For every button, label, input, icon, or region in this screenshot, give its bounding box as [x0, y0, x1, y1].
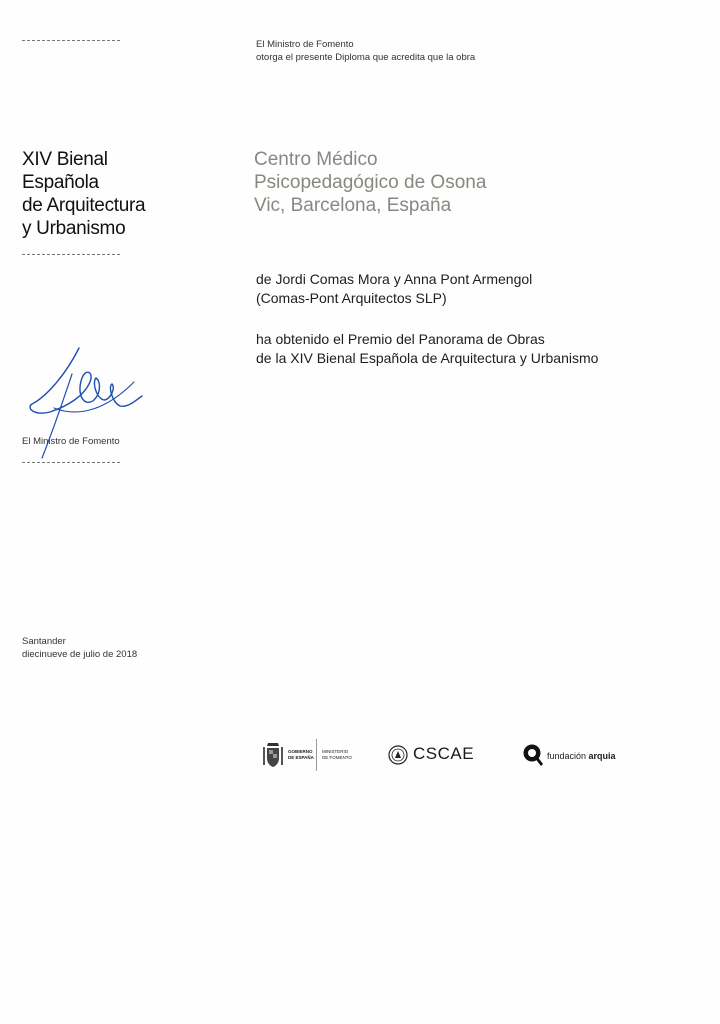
divider-dashed-middle — [22, 254, 120, 255]
signature-image — [24, 338, 144, 468]
arquia-q-icon — [522, 743, 544, 767]
event-title-line: y Urbanismo — [22, 218, 126, 239]
ministerio-line-1: MINISTERIO — [322, 749, 349, 754]
place: Santander — [22, 636, 66, 647]
work-title-line: Vic, Barcelona, España — [254, 195, 452, 216]
award-text — [256, 330, 598, 368]
intro-line-1: El Ministro de Fomento — [256, 39, 354, 50]
arquia-name: arquia — [588, 751, 616, 761]
arquia-text — [547, 751, 616, 761]
event-title-line: XIV Bienal — [22, 149, 108, 170]
gobierno-line-1: GOBIERNO — [288, 749, 313, 754]
ministerio-text — [322, 749, 352, 760]
work-title — [254, 148, 486, 217]
ministerio-line-2: DE FOMENTO — [322, 754, 352, 760]
event-title — [22, 148, 145, 240]
intro-text — [256, 38, 475, 64]
authors-line-2: (Comas-Pont Arquitectos SLP) — [256, 290, 447, 306]
authors-text — [256, 270, 532, 308]
gobierno-text — [288, 749, 314, 760]
work-title-line: Centro Médico — [254, 149, 378, 170]
arquia-prefix: fundación — [547, 751, 589, 761]
place-date — [22, 635, 137, 661]
award-line-1: ha obtenido el Premio del Panorama de Obras — [256, 331, 545, 347]
coat-of-arms-icon — [262, 741, 284, 769]
cscae-text: CSCAE — [413, 744, 475, 763]
intro-line-2: otorga el presente Diploma que acredita que la obra — [256, 52, 476, 63]
gobierno-line-2: DE ESPAÑA — [288, 754, 314, 760]
authors-line-1: de Jordi Comas Mora y Anna Pont Armengol — [256, 271, 533, 287]
divider-dashed-bottom — [22, 462, 120, 463]
award-line-2: de la XIV Bienal Española de Arquitectura y Urbanismo — [256, 350, 599, 366]
signer-caption: El Ministro de Fomento — [22, 436, 120, 447]
cscae-seal-icon — [388, 745, 408, 765]
logo-separator — [316, 739, 317, 771]
event-title-line: Española — [22, 172, 99, 193]
date: diecinueve de julio de 2018 — [22, 649, 138, 660]
gobierno-logo — [258, 735, 366, 775]
divider-dashed-top — [22, 40, 120, 41]
work-title-line: Psicopedagógico de Osona — [254, 172, 487, 193]
event-title-line: de Arquitectura — [22, 195, 146, 216]
